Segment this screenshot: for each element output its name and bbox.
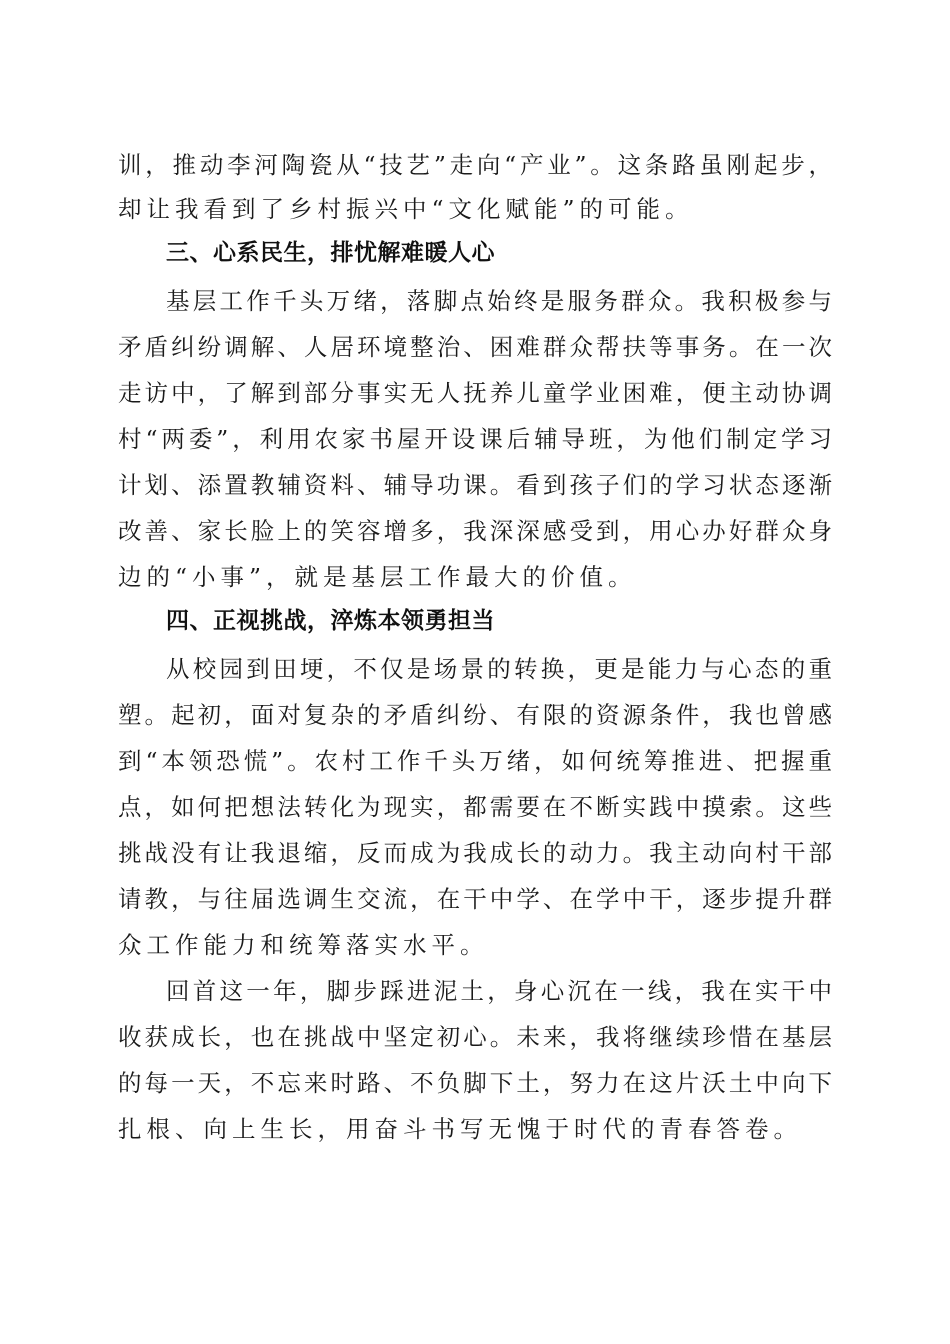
text-line: 众工作能力和统筹落实水平。 — [118, 931, 489, 959]
text-line: 塑。起初，面对复杂的矛盾纠纷、有限的资源条件，我也曾感 — [118, 701, 832, 729]
text-line: 基层工作千头万绪，落脚点始终是服务群众。我积极参与 — [166, 287, 832, 315]
text-line: 收获成长，也在挑战中坚定初心。未来，我将继续珍惜在基层 — [118, 1023, 832, 1051]
text-line: 回首这一年，脚步踩进泥土，身心沉在一线，我在实干中 — [166, 977, 832, 1005]
text-line: 边的“小事”，就是基层工作最大的价值。 — [118, 563, 637, 591]
text-line: 计划、添置教辅资料、辅导功课。看到孩子们的学习状态逐渐 — [118, 471, 832, 499]
text-line: 到“本领恐慌”。农村工作千头万绪，如何统筹推进、把握重 — [118, 747, 832, 775]
text-line: 走访中，了解到部分事实无人抚养儿童学业困难，便主动协调 — [118, 379, 832, 407]
text-line: 请教，与往届选调生交流，在干中学、在学中干，逐步提升群 — [118, 885, 832, 913]
text-line: 的每一天，不忘来时路、不负脚下土，努力在这片沃土中向下 — [118, 1069, 832, 1097]
section-heading: 四、正视挑战，淬炼本领勇担当 — [166, 608, 495, 634]
text-line: 点，如何把想法转化为现实，都需要在不断实践中摸索。这些 — [118, 793, 832, 821]
text-line: 训，推动李河陶瓷从“技艺”走向“产业”。这条路虽刚起步， — [118, 151, 832, 179]
section-heading: 三、心系民生，排忧解难暖人心 — [166, 240, 495, 266]
text-line: 改善、家长脸上的笑容增多，我深深感受到，用心办好群众身 — [118, 517, 832, 545]
text-line: 扎根、向上生长，用奋斗书写无愧于时代的青春答卷。 — [118, 1115, 802, 1143]
text-line: 矛盾纠纷调解、人居环境整治、困难群众帮扶等事务。在一次 — [118, 333, 832, 361]
text-line: 挑战没有让我退缩，反而成为我成长的动力。我主动向村干部 — [118, 839, 832, 867]
text-line: 村“两委”，利用农家书屋开设课后辅导班，为他们制定学习 — [118, 425, 832, 453]
text-line: 却让我看到了乡村振兴中“文化赋能”的可能。 — [118, 195, 694, 223]
text-line: 从校园到田埂，不仅是场景的转换，更是能力与心态的重 — [166, 655, 832, 683]
